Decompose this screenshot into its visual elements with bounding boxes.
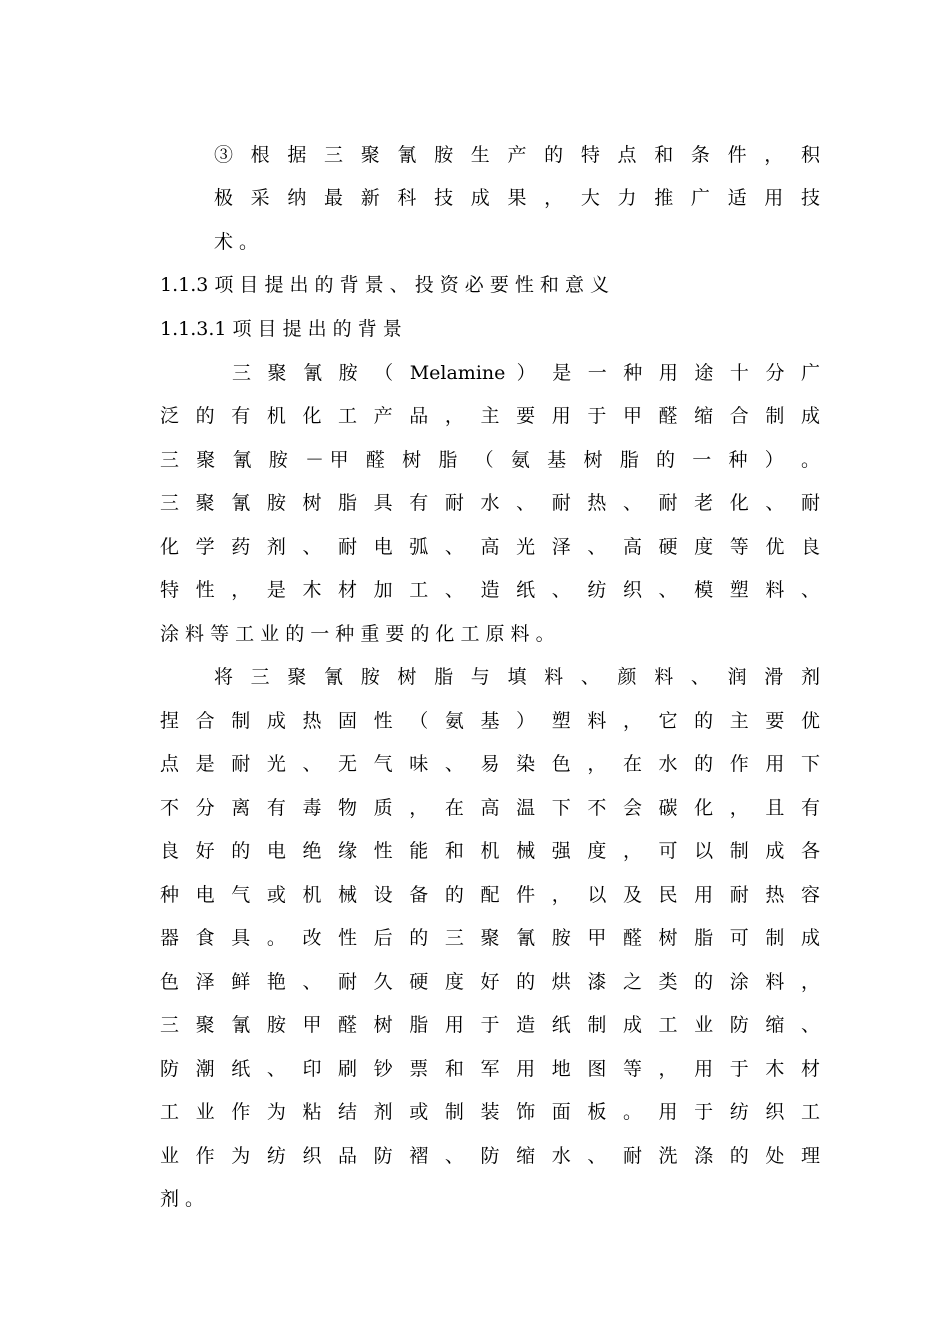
paragraph-2-line-2: 捏 合 制 成 热 固 性 （ 氨 基 ） 塑 料 ， 它 的 主 要 优: [160, 710, 820, 732]
paragraph-2-line-1: 将 三 聚 氰 胺 树 脂 与 填 料 、 颜 料 、 润 滑 剂: [214, 666, 820, 688]
list-item-3-line-2: 极 采 纳 最 新 科 技 成 果 ， 大 力 推 广 适 用 技: [214, 187, 820, 209]
list-item-3-line-1: ③ 根 据 三 聚 氰 胺 生 产 的 特 点 和 条 件 ， 积: [214, 144, 820, 166]
paragraph-1-line-3: 三 聚 氰 胺 －甲 醛 树 脂 （ 氨 基 树 脂 的 一 种 ） 。: [160, 449, 820, 471]
paragraph-2-line-4: 不 分 离 有 毒 物 质 ， 在 高 温 下 不 会 碳 化 ， 且 有: [160, 797, 820, 819]
paragraph-1-line-4: 三 聚 氰 胺 树 脂 具 有 耐 水 、 耐 热 、 耐 老 化 、 耐: [160, 492, 820, 514]
paragraph-1-line-5: 化 学 药 剂 、 耐 电 弧 、 高 光 泽 、 高 硬 度 等 优 良: [160, 536, 820, 558]
paragraph-2-line-6: 种 电 气 或 机 械 设 备 的 配 件 ， 以 及 民 用 耐 热 容: [160, 884, 820, 906]
list-item-3-line-3: 术 。: [214, 231, 259, 253]
section-heading-1-1-3: 1.1.3 项 目 提 出 的 背 景 、 投 资 必 要 性 和 意 义: [160, 274, 609, 296]
paragraph-2-line-12: 业 作 为 纺 织 品 防 褶 、 防 缩 水 、 耐 洗 涤 的 处 理: [160, 1145, 820, 1167]
paragraph-2-line-7: 器 食 具 。 改 性 后 的 三 聚 氰 胺 甲 醛 树 脂 可 制 成: [160, 927, 820, 949]
paragraph-2-line-5: 良 好 的 电 绝 缘 性 能 和 机 械 强 度 ， 可 以 制 成 各: [160, 840, 820, 862]
paragraph-2-line-3: 点 是 耐 光 、 无 气 味 、 易 染 色 ， 在 水 的 作 用 下: [160, 753, 820, 775]
paragraph-2-line-8: 色 泽 鲜 艳 、 耐 久 硬 度 好 的 烘 漆 之 类 的 涂 料 ，: [160, 971, 820, 993]
section-heading-1-1-3-1: 1.1.3.1 项 目 提 出 的 背 景: [160, 318, 402, 340]
paragraph-1-line-6: 特 性 ， 是 木 材 加 工 、 造 纸 、 纺 织 、 模 塑 料 、: [160, 579, 820, 601]
paragraph-1-line-1: 三 聚 氰 胺 （ Melamine ） 是 一 种 用 途 十 分 广: [232, 362, 820, 384]
paragraph-2-line-11: 工 业 作 为 粘 结 剂 或 制 装 饰 面 板 。 用 于 纺 织 工: [160, 1101, 820, 1123]
paragraph-1-line-2: 泛 的 有 机 化 工 产 品 ， 主 要 用 于 甲 醛 缩 合 制 成: [160, 405, 820, 427]
paragraph-1-line-7: 涂 料 等 工 业 的 一 种 重 要 的 化 工 原 料 。: [160, 623, 555, 645]
paragraph-2-line-9: 三 聚 氰 胺 甲 醛 树 脂 用 于 造 纸 制 成 工 业 防 缩 、: [160, 1014, 820, 1036]
paragraph-2-line-13: 剂 。: [160, 1188, 205, 1210]
paragraph-2-line-10: 防 潮 纸 、 印 刷 钞 票 和 军 用 地 图 等 ， 用 于 木 材: [160, 1058, 820, 1080]
